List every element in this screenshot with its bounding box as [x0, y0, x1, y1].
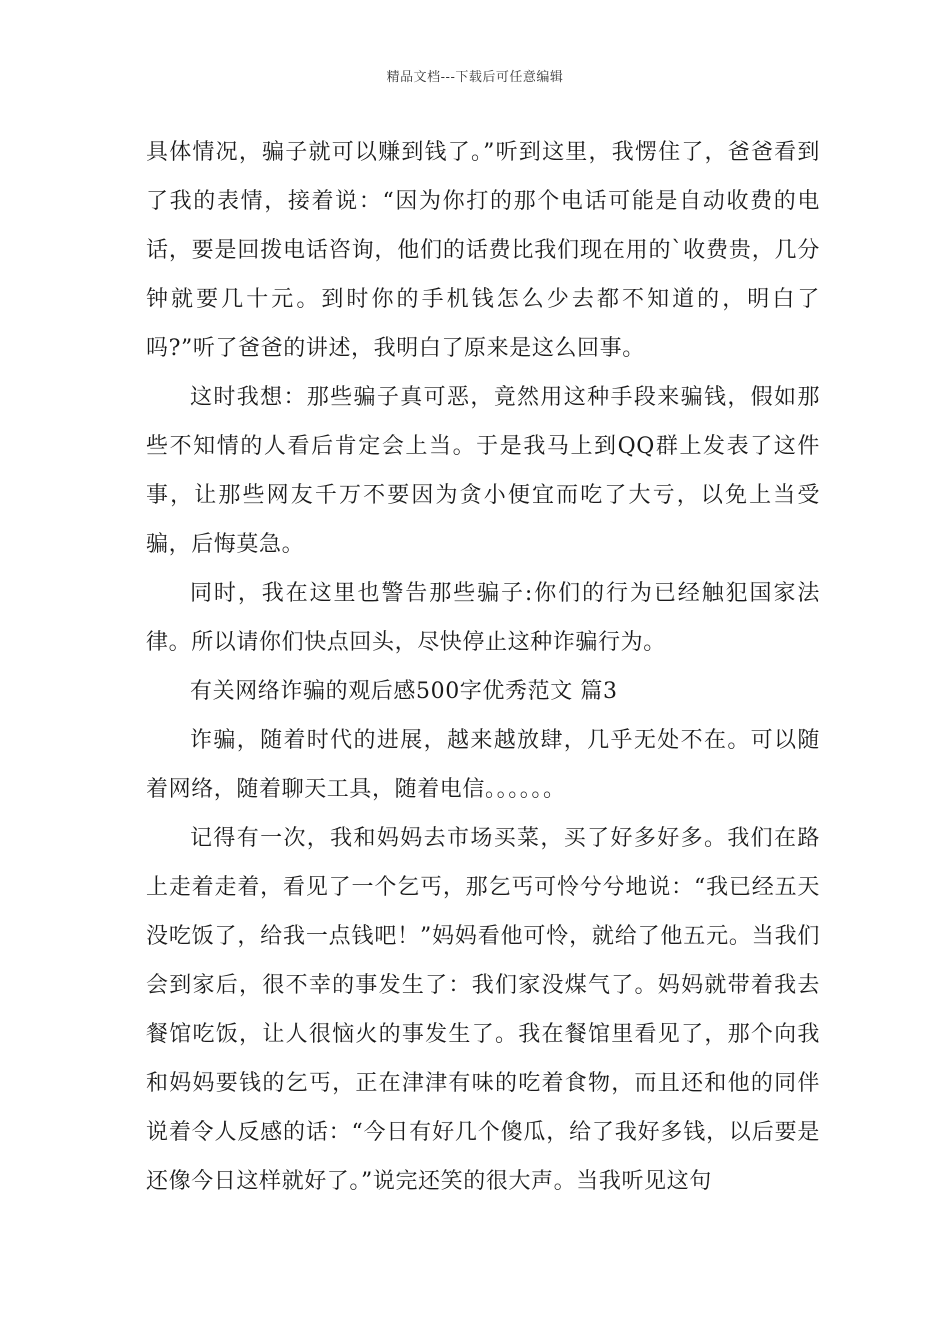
document-body [146, 128, 820, 1206]
paragraph-3: 同时，我在这里也警告那些骗子:你们的行为已经触犯国家法律。所以请你们快点回头，尽快停止这种诈骗行为。 [146, 581, 820, 655]
paragraph-5: 记得有一次，我和妈妈去市场买菜，买了好多好多。我们在路上走着走着，看见了一个乞丐，那乞丐可怜兮兮地说：“我已经五天没吃饭了，给我一点钱吧！”妈妈看他可怜，就给了他五元。当我们会到家后，很不幸的事发生了：我们家没煤气了。妈妈就带着我去餐馆吃饭，让人很恼火的事发生了。我在餐馆里看见了，那个向我和妈妈要钱的乞丐，正在津津有味的吃着食物，而且还和他的同伴说着令人反感的话：“今日有好几个傻瓜，给了我好多钱，以后要是还像今日这样就好了。”说完还笑的很大声。当我听见这句 [146, 826, 820, 1194]
page-header: 精品文档---下载后可任意编辑 [386, 70, 564, 85]
paragraph-4: 诈骗，随着时代的进展，越来越放肆，几乎无处不在。可以随着网络，随着聊天工具，随着电信。。。。。。 [146, 728, 820, 802]
section-heading: 有关网络诈骗的观后感500字优秀范文 篇3 [190, 679, 618, 704]
paragraph-1: 具体情况，骗子就可以赚到钱了。”听到这里，我愣住了，爸爸看到了我的表情，接着说：“因为你打的那个电话可能是自动收费的电话，要是回拨电话咨询，他们的话费比我们现在用的`收费贵，几分钟就要几十元。到时你的手机钱怎么少去都不知道的，明白了吗?”听了爸爸的讲述，我明白了原来是这么回事。 [146, 140, 820, 361]
paragraph-2: 这时我想：那些骗子真可恶，竟然用这种手段来骗钱，假如那些不知情的人看后肯定会上当。于是我马上到QQ群上发表了这件事，让那些网友千万不要因为贪小便宜而吃了大亏，以免上当受骗，后悔莫急。 [146, 385, 820, 557]
